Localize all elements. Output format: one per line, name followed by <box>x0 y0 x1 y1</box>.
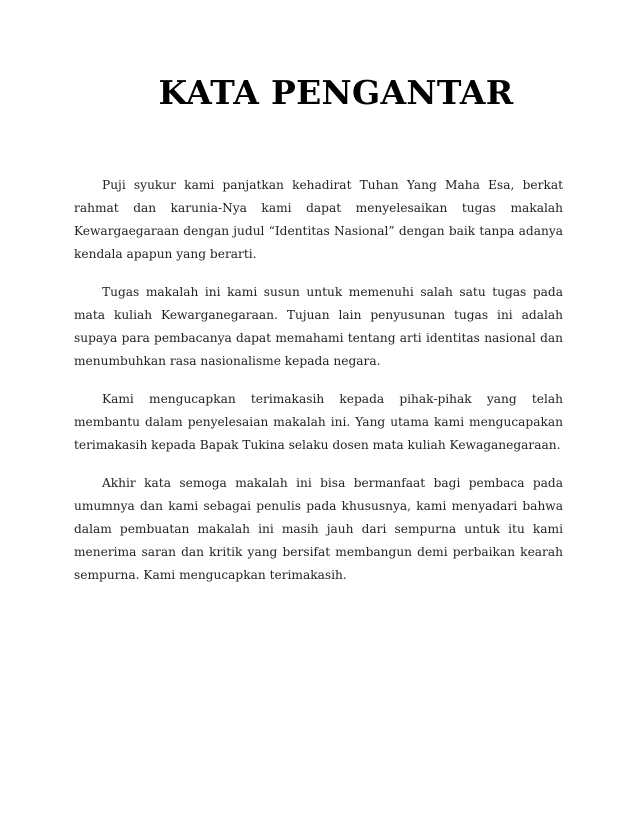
paragraph-4: Akhir kata semoga makalah ini bisa bermanfaat bagi pembaca pada umumnya dan kami sebagai penulis pada khususnya, kami menyadari bahwa dalam pembuatan makalah ini masih jauh dari sempurna untuk itu kami menerima saran dan kritik yang bersifat membangun demi perbaikan kearah sempurna. Kami mengucapkan terimakasih. <box>74 476 563 582</box>
paragraph-2: Tugas makalah ini kami susun untuk memenuhi salah satu tugas pada mata kuliah Kewarganegaraan. Tujuan lain penyusunan tugas ini adalah supaya para pembacanya dapat memahami tentang arti identitas nasional dan menumbuhkan rasa nasionalisme kepada negara. <box>74 285 563 368</box>
paragraph-1: Puji syukur kami panjatkan kehadirat Tuhan Yang Maha Esa, berkat rahmat dan karunia-Nya kami dapat menyelesaikan tugas makalah Kewargaegaraan dengan judul “Identitas Nasional” dengan baik tanpa adanya kendala apapun yang berarti. <box>74 178 563 261</box>
page-title: KATA PENGANTAR <box>158 73 514 112</box>
paragraph-3: Kami mengucapkan terimakasih kepada pihak-pihak yang telah membantu dalam penyelesaian makalah ini. Yang utama kami mengucapakan terimakasih kepada Bapak Tukina selaku dosen mata kuliah Kewaganegaraan. <box>74 392 563 452</box>
document-body <box>74 174 563 602</box>
